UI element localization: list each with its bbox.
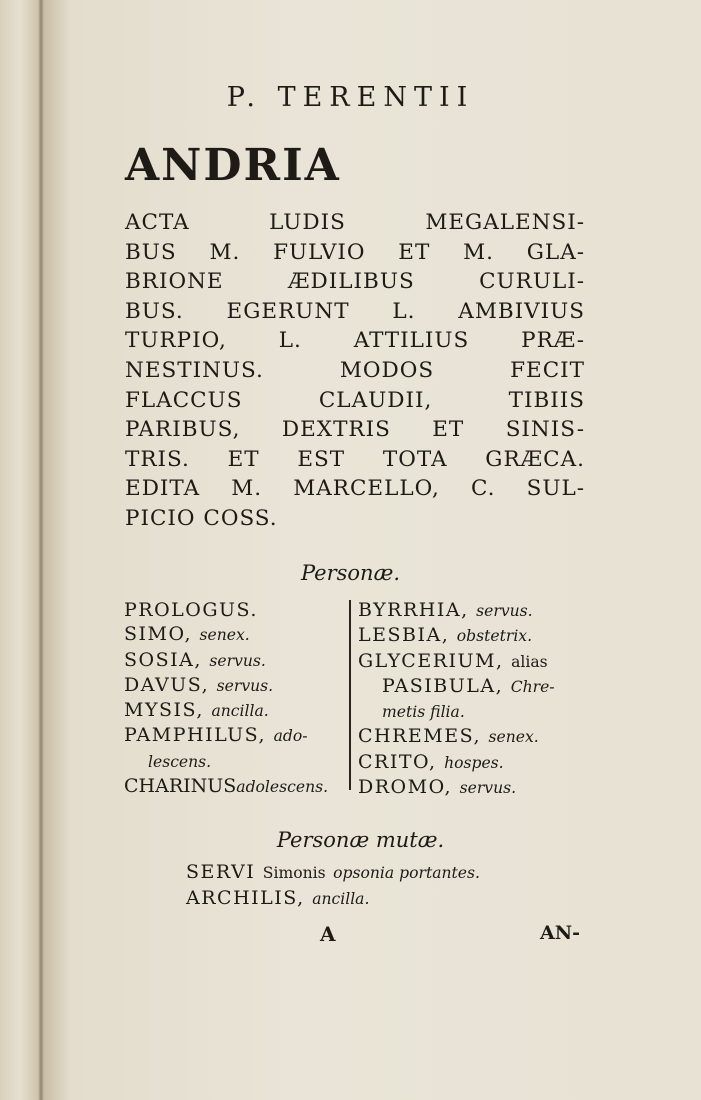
author-heading: P. TERENTII [226,82,475,113]
persona-entry [124,648,328,673]
persona-entry [124,698,328,723]
didascalia-line: PARIBUS, DEXTRIS ET SINIS- [125,417,585,443]
personae-right-column [358,598,555,800]
didascalia-line: EDITA M. MARCELLO, C. SUL- [125,476,585,502]
persona-entry [358,674,555,699]
persona-entry [186,860,480,886]
play-title: ANDRIA [125,140,341,191]
persona-name: GLYCERIUM, [358,649,504,672]
didascalia-line: TURPIO, L. ATTILIUS PRÆ- [125,328,585,354]
persona-entry-continued [124,749,328,774]
persona-note: Simonis [262,864,326,882]
persona-role: obstetrix. [456,627,533,646]
persona-name: BYRRHIA, [358,599,469,621]
column-divider [349,600,351,790]
persona-name: MYSIS, [124,699,204,722]
persona-role: senex. [199,626,250,645]
persona-entry [358,623,555,648]
persona-name: PASIBULA, [382,674,504,697]
persona-alias: alias [511,652,548,671]
persona-entry [358,750,555,775]
persona-entry [124,598,328,622]
persona-role: Chre- [510,677,555,696]
persona-role: ancilla. [312,890,370,908]
persona-role: servus. [459,779,517,798]
persona-name: CHARINUS [124,775,237,798]
persona-role: adolescens. [236,778,329,797]
persona-entry [358,598,555,623]
persona-role: senex. [488,728,539,747]
didascalia-line: FLACCUS CLAUDII, TIBIIS [125,387,585,413]
persona-entry [124,673,328,698]
persona-role: opsonia portantes. [333,864,480,882]
persona-name: SOSIA, [124,648,202,671]
persona-entry [358,724,555,749]
persona-role: metis filia. [382,703,465,722]
persona-role: servus. [476,602,533,620]
didascalia-line: NESTINUS. MODOS FECIT [125,358,585,383]
persona-entry [186,886,480,912]
didascalia-line: ACTA LUDIS MEGALENSI- [125,210,585,235]
persona-name: CHREMES, [358,725,481,748]
persona-role: servus. [216,676,274,695]
persona-name: ARCHILIS, [186,887,305,909]
didascalia-line: PICIO COSS. [125,506,278,531]
persona-name: DAVUS, [124,673,210,696]
persona-name: LESBIA, [358,624,450,647]
persona-name: PROLOGUS. [124,599,258,621]
persona-entry [358,775,555,800]
persona-role: ancilla. [211,702,269,721]
persona-role: hospes. [444,753,504,772]
persona-role: ado- [273,727,308,746]
personae-mutae-list [186,860,480,912]
didascalia-line: BUS. EGERUNT L. AMBIVIUS [125,298,585,324]
persona-role: servus. [209,651,266,670]
persona-name: SERVI [186,861,256,883]
persona-name: CRITO, [358,750,437,773]
persona-entry [124,622,328,647]
persona-name: PAMPHILUS, [124,724,267,747]
catchword: AN- [540,922,580,944]
persona-name: DROMO, [358,776,453,799]
persona-entry-continued [358,699,555,724]
signature-mark: A [320,922,336,946]
personae-heading: Personæ. [300,561,400,585]
persona-entry [124,723,328,748]
persona-entry [124,774,328,799]
didascalia-line: TRIS. ET EST TOTA GRÆCA. [125,446,585,472]
personae-left-column [124,598,328,799]
didascalia-line: BRIONE ÆDILIBUS CURULI- [125,269,585,295]
persona-name: SIMO, [124,623,192,646]
persona-entry [358,649,555,674]
persona-role: lescens. [148,752,212,771]
didascalia-line: BUS M. FULVIO ET M. GLA- [125,239,585,265]
personae-mutae-heading: Personæ mutæ. [276,828,445,852]
